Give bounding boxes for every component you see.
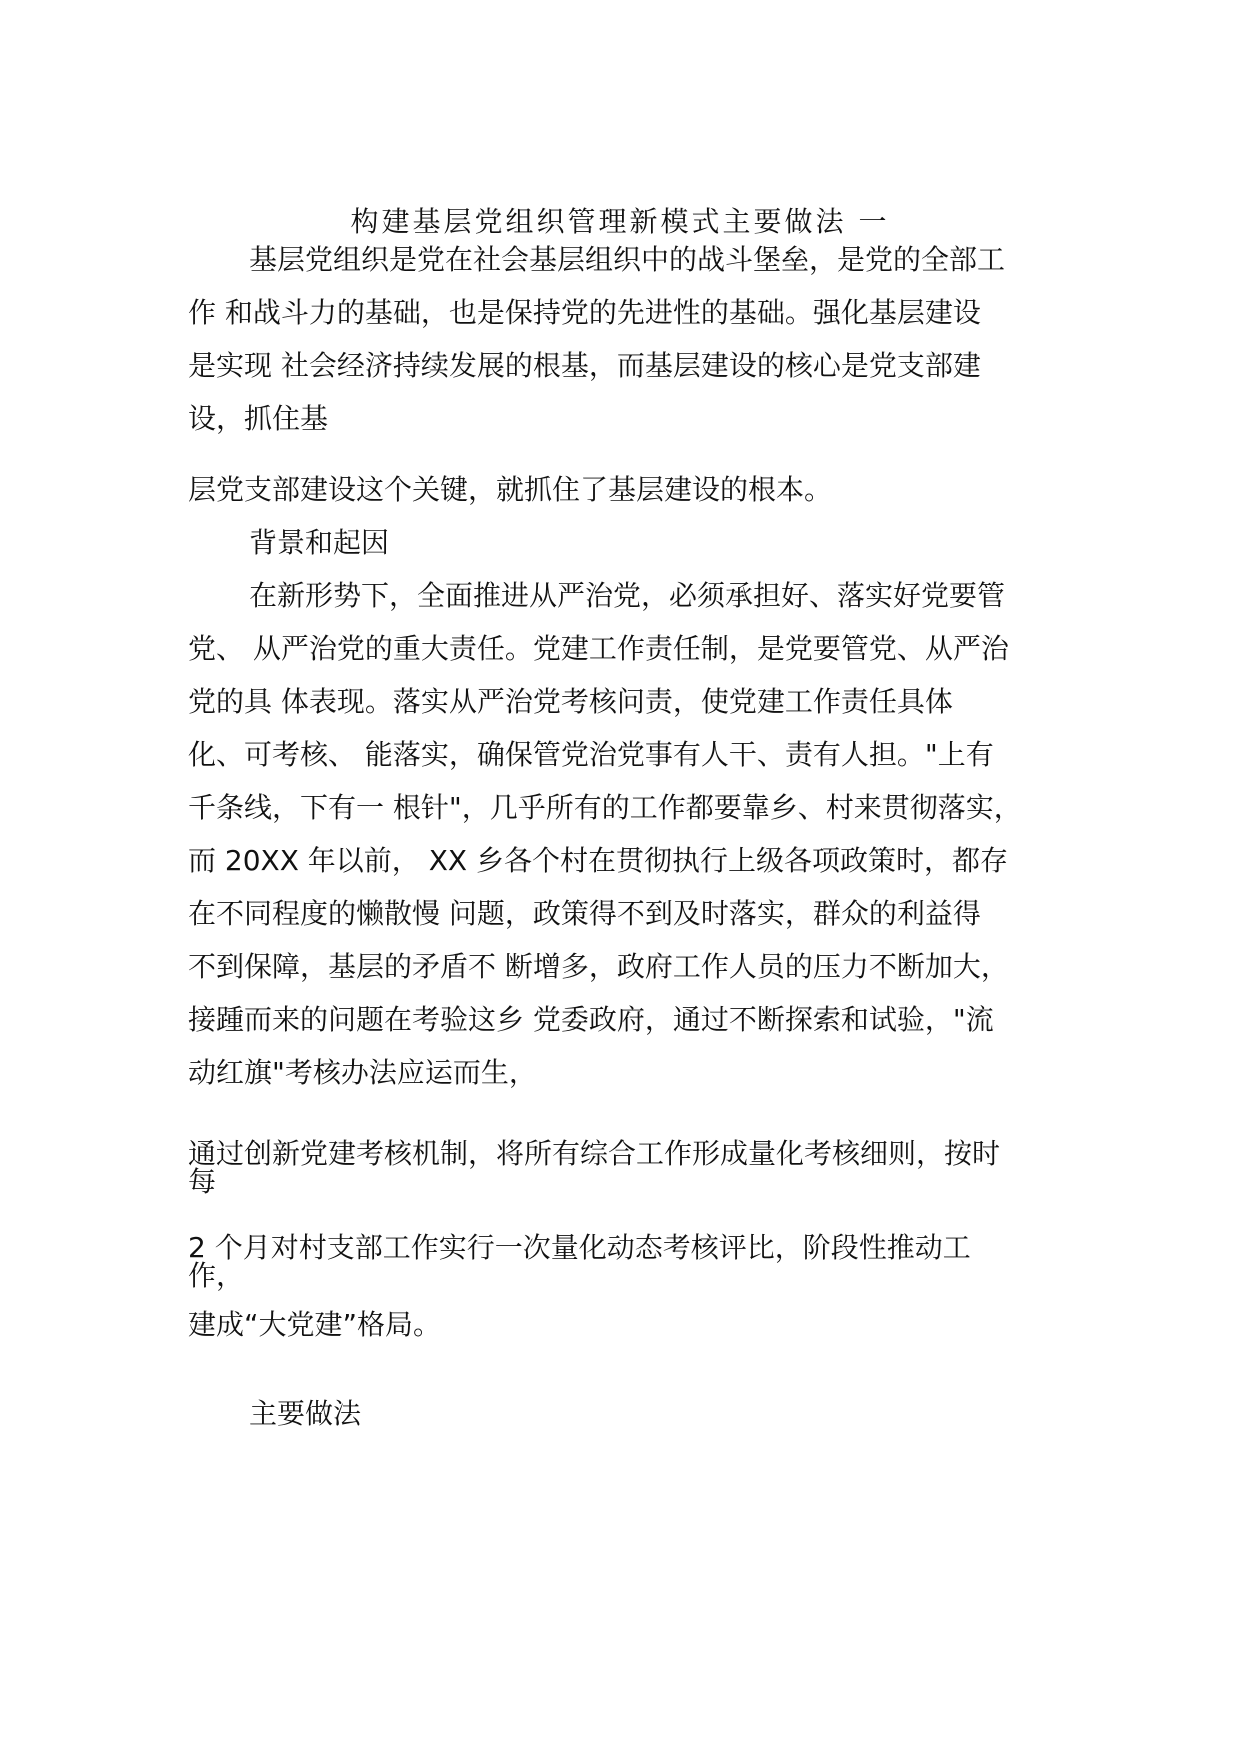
paragraph-line: 动红旗"考核办法应运而生，	[188, 1056, 537, 1089]
section-heading: 背景和起因	[249, 526, 390, 559]
paragraph-line: 党的具 体表现。落实从严治党考核问责，使党建工作责任具体	[188, 685, 953, 718]
paragraph-line: 在不同程度的懒散慢 问题，政策得不到及时落实，群众的利益得	[188, 897, 981, 930]
paragraph-line: 建成“大党建”格局。	[188, 1308, 442, 1341]
paragraph-line: 而 20XX 年以前， XX 乡各个村在贯彻执行上级各项政策时，都存	[188, 844, 1008, 877]
paragraph-line-wrap: 作，	[188, 1259, 245, 1292]
paragraph-line: 党、 从严治党的重大责任。党建工作责任制，是党要管党、从严治	[188, 632, 1009, 665]
paragraph-line: 基层党组织是党在社会基层组织中的战斗堡垒，是党的全部工	[249, 243, 1006, 276]
paragraph-line: 化、可考核、 能落实，确保管党治党事有人干、责有人担。"上有	[188, 738, 994, 771]
paragraph-line: 通过创新党建考核机制，将所有综合工作形成量化考核细则，按时	[188, 1137, 1001, 1170]
document-title: 构建基层党组织管理新模式主要做法 一	[350, 205, 890, 238]
paragraph-line: 千条线，下有一 根针"，几乎所有的工作都要靠乡、村来贯彻落实，	[188, 791, 1022, 824]
paragraph-line: 接踵而来的问题在考验这乡 党委政府，通过不断探索和试验，"流	[188, 1003, 994, 1036]
paragraph-line: 作 和战斗力的基础，也是保持党的先进性的基础。强化基层建设	[188, 296, 981, 329]
paragraph-line: 在新形势下，全面推进从严治党，必须承担好、落实好党要管	[249, 579, 1006, 612]
section-heading: 主要做法	[249, 1397, 362, 1430]
paragraph-line: 不到保障，基层的矛盾不 断增多，政府工作人员的压力不断加大，	[188, 950, 1009, 983]
paragraph-line: 是实现 社会经济持续发展的根基，而基层建设的核心是党支部建	[188, 349, 981, 382]
paragraph-line: 设，抓住基	[188, 402, 329, 435]
paragraph-line-wrap: 每	[188, 1165, 217, 1198]
paragraph-line: 2 个月对村支部工作实行一次量化动态考核评比，阶段性推动工	[188, 1231, 971, 1264]
paragraph-line: 层党支部建设这个关键，就抓住了基层建设的根本。	[188, 473, 833, 506]
